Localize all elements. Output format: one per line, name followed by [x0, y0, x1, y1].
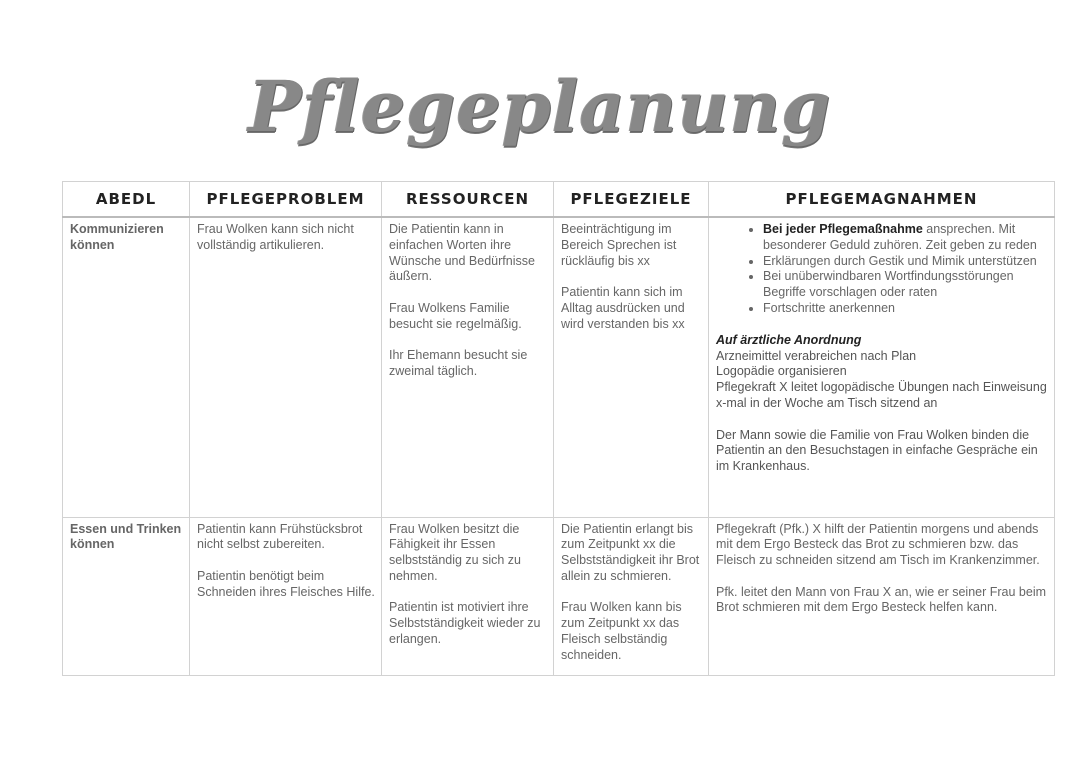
- row1-resource-2: Frau Wolkens Familie besucht sie regelmäßig.: [389, 300, 522, 331]
- care-plan-table: [62, 181, 1055, 676]
- row1-resource-1: Die Patientin kann in einfachen Worten ihre Wünsche und Bedürfnisse äußern.: [389, 222, 535, 284]
- row1-abedl: Kommunizieren können: [63, 217, 190, 517]
- list-item: • Fortschritte anerkennen: [763, 301, 1048, 317]
- header-resources: RESSOURCEN: [382, 182, 554, 218]
- row1-resource-3: Ihr Ehemann besucht sie zweimal täglich.: [389, 348, 528, 379]
- order-line-3: Pflegekraft X leitet logopädische Übungen nach Einweisung x-mal in der Woche am Tisch sitzend an: [716, 380, 1047, 410]
- row2-measure-2: Pfk. leitet den Mann von Frau X an, wie er seiner Frau beim Brot schmieren mit dem Ergo Besteck helfen kann.: [716, 584, 1047, 615]
- table-header-row: [63, 182, 1055, 218]
- row1-goal-2: Patientin kann sich im Alltag ausdrücken und wird verstanden bis xx: [561, 285, 685, 331]
- row1-resources: [382, 217, 554, 517]
- header-goals: PFLEGEZIELE: [554, 182, 709, 218]
- measure-text: ansprechen. Mit besonderer Geduld zuhören. Zeit geben zu reden: [763, 222, 1037, 252]
- row2-abedl: Essen und Trinken können: [63, 517, 190, 675]
- row2-problem-1: Patientin kann Frühstücksbrot nicht selbst zubereiten.: [197, 521, 363, 552]
- row1-problem: Frau Wolken kann sich nicht vollständig artikulieren.: [190, 217, 382, 517]
- header-measures: PFLEGEMAGNAHMEN: [709, 182, 1055, 218]
- row2-resources: [382, 517, 554, 675]
- page-title: Pflegeplanung: [248, 65, 832, 148]
- table-row: [63, 217, 1055, 517]
- row2-resource-2: Patientin ist motiviert ihre Selbstständigkeit wieder zu erlangen.: [389, 600, 541, 647]
- row2-goal-2: Frau Wolken kann bis zum Zeitpunkt xx das Fleisch selbständig schneiden.: [561, 600, 682, 662]
- measure-bold: Bei jeder Pflegemaßnahme: [763, 222, 923, 236]
- list-item: • Bei unüberwindbaren Wortfindungsstörungen Begriffe vorschlagen oder raten: [763, 269, 1048, 301]
- row2-measure-1: Pflegekraft (Pfk.) X hilft der Patientin morgens und abends mit dem Ergo Besteck das Brot zu schmieren bzw. das Fleisch zu schneiden sitzend am Tisch im Krankenzimmer.: [716, 521, 1040, 568]
- order-line-1: Arzneimittel verabreichen nach Plan: [716, 348, 917, 363]
- row2-resource-1: Frau Wolken besitzt die Fähigkeit ihr Essen selbstständig zu sich zu nehmen.: [389, 521, 522, 583]
- order-line-2: Logopädie organisieren: [716, 364, 847, 379]
- row2-measures: [709, 517, 1055, 675]
- row1-goals: [554, 217, 709, 517]
- list-item: [763, 222, 1048, 254]
- header-problem: PFLEGEPROBLEM: [190, 182, 382, 218]
- row1-measures: [709, 217, 1055, 517]
- row2-problem: [190, 517, 382, 675]
- order-heading: Auf ärztliche Anordnung: [716, 332, 862, 347]
- row2-problem-2: Patientin benötigt beim Schneiden ihres Fleisches Hilfe.: [197, 568, 375, 599]
- measures-list: [716, 222, 1048, 317]
- row1-goal-1: Beeinträchtigung im Bereich Sprechen ist rückläufig bis xx: [561, 222, 677, 268]
- list-item: • Erklärungen durch Gestik und Mimik unterstützen: [763, 254, 1048, 270]
- header-abedl: ABEDL: [63, 182, 190, 218]
- row2-goal-1: Die Patientin erlangt bis zum Zeitpunkt xx die Selbstständigkeit ihr Brot allein zu schmieren.: [561, 521, 700, 583]
- row2-goals: [554, 517, 709, 675]
- table-row: [63, 517, 1055, 675]
- family-measure: Der Mann sowie die Familie von Frau Wolken binden die Patientin an den Besuchstagen in einfache Gespräche ein im Krankenhaus.: [716, 427, 1038, 474]
